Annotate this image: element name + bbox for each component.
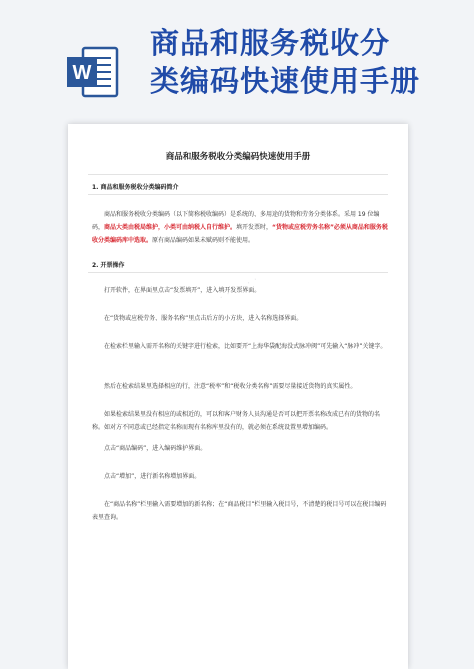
banner-title-line1: 商品和服务税收分 (150, 26, 391, 60)
section2-heading: 2. 开票操作 (92, 262, 125, 269)
word-document-icon (65, 44, 121, 100)
paragraph-7: 点击“增加”，进行新名称增加界面。 (104, 473, 201, 480)
paragraph-3: 在检索栏里输入需开名称的关键字进行检索，比如要开“上海华袋配海没式脉冲阀”可先输入“脉冲”关键字。 (104, 343, 387, 350)
paragraph-8: 在“商品名称”栏里输入需要增加的新名称；在“商品税目”栏里输入税目号，不清楚的税目号可以在税目编码表里查询。 (92, 501, 387, 521)
banner-title-line2: 类编码快速使用手册 (150, 64, 421, 98)
document-page (68, 124, 408, 669)
banner-title (150, 24, 470, 100)
paragraph-5: 如果检索结果里没有相应的或相近的，可以和客户财务人员沟通是否可以把开票名称改成已有的货物的名称。如对方不同意或已经指定名称而现有名称库里没有的，就必须在系统设置里增加编码。 (92, 411, 381, 431)
header-banner (0, 0, 474, 118)
watermark: · · · · · · (218, 274, 261, 304)
paragraph-1: 打开软件，在界面里点击“发票填开”，进入填开发票界面。 (104, 287, 261, 294)
section1-heading: 1. 商品和服务税收分类编码简介 (92, 184, 179, 191)
svg-text:W: W (72, 62, 92, 84)
title-divider (88, 174, 388, 175)
paragraph-6: 点击“商品编码”，进入编码维护界面。 (104, 445, 207, 452)
section2-divider (88, 272, 388, 273)
section1-paragraph: 商品和服务税收分类编码（以下简称税收编码）是系统的、多用途的货物和劳务分类体系。采用 19 位编码，商品大类由税局维护，小类可由纳税人自行维护。填开发票时，“货物或应税劳务名称”必须从商品和服务税收分类编码库中选取。原有商品编码如果未赋码则不能使用。 (92, 211, 388, 244)
document-title: 商品和服务税收分类编码快速使用手册 (165, 152, 311, 162)
section1-divider (88, 194, 388, 195)
paragraph-4: 然后在检索结果里选择相应的行，注意“税率”和“税收分类名称”需要尽量接近货物的真实属性。 (104, 383, 357, 390)
paragraph-2: 在“货物或应税劳务、服务名称”里点击后方的小方块，进入名称选择界面。 (104, 315, 303, 322)
